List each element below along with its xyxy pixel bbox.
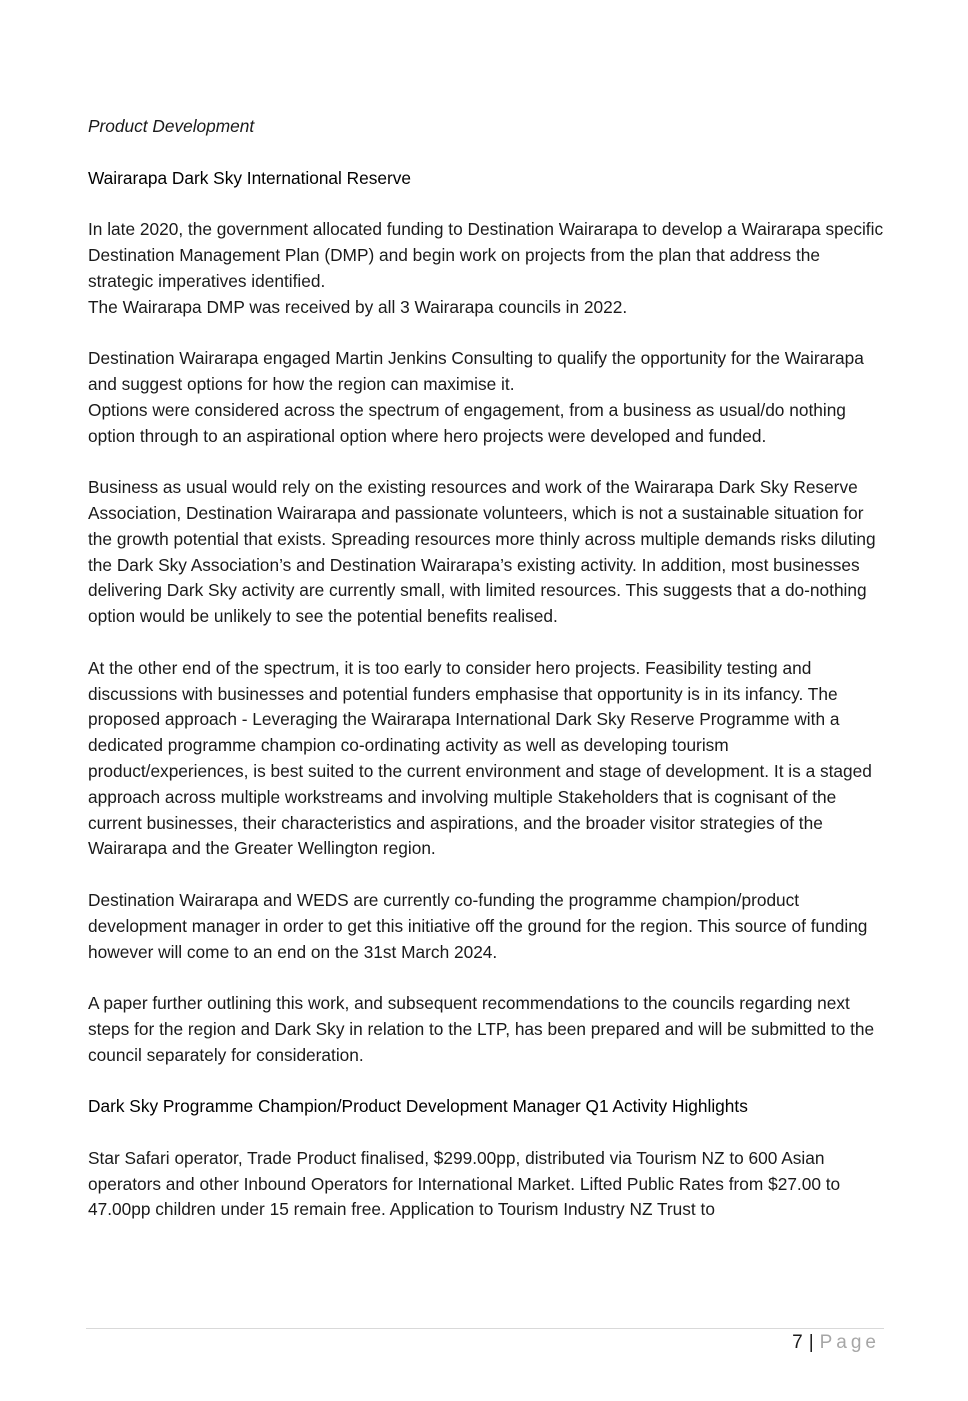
paragraph-co-funding: Destination Wairarapa and WEDS are currently co-funding the programme champion/product development manager in order to get this initiative off the ground for the region. This source of funding however will come to an end on the 31st March 2024. — [88, 889, 868, 962]
spacer — [88, 191, 888, 217]
page-number: 7 — [792, 1332, 803, 1353]
page-label: Page — [819, 1332, 880, 1353]
spacer — [88, 965, 888, 991]
paragraph-paper: A paper further outlining this work, and subsequent recommendations to the councils regarding next steps for the region and Dark Sky in relation to the LTP, has been prepared and will be submitted to the council separately for consideration. — [88, 993, 875, 1065]
heading-dark-sky-reserve: Wairarapa Dark Sky International Reserve — [88, 167, 412, 188]
spacer — [88, 630, 888, 656]
paragraph-business-as-usual: Business as usual would rely on the existing resources and work of the Wairarapa Dark Sky Reserve Association, Destination Wairarapa and passionate volunteers, which is not a sustainable situation for the growth potential that exists. Spreading resources more thinly across multiple demands risks diluting the Dark Sky Association’s and Destination Wairarapa’s existing activity. In addition, most businesses delivering Dark Sky activity are currently small, with limited resources. This suggests that a do-nothing option would be unlikely to see the potential benefits realised. — [88, 477, 876, 627]
spacer — [88, 862, 888, 888]
spacer — [88, 320, 888, 346]
paragraph-other-end: At the other end of the spectrum, it is too early to consider hero projects. Feasibility testing and discussions with businesses and potential funders emphasise that opportunity is in its infancy. The proposed approach - Leveraging the Wairarapa International Dark Sky Reserve Programme with a dedicated programme champion co-ordinating activity as well as developing tourism product/experiences, is best suited to the current environment and stage of development. It is a staged approach across multiple workstreams and involving multiple Stakeholders that is cognisant of the current businesses, their characteristics and aspirations, and the broader visitor strategies of the Wairarapa and the Greater Wellington region. — [88, 657, 872, 859]
footer-divider — [86, 1328, 884, 1329]
spacer — [88, 1120, 888, 1146]
page-footer — [792, 1330, 880, 1356]
spacer — [88, 449, 888, 475]
document-body — [88, 114, 888, 1223]
section-label: Product Development — [88, 116, 255, 136]
paragraph-options: Options were considered across the spectrum of engagement, from a business as usual/do nothing option through to an aspirational option where hero projects were developed and funded. — [88, 399, 846, 446]
paragraph-dmp-received: The Wairarapa DMP was received by all 3 Wairarapa councils in 2022. — [88, 296, 628, 317]
paragraph-martin-jenkins: Destination Wairarapa engaged Martin Jenkins Consulting to qualify the opportunity for the Wairarapa and suggest options for how the region can maximise it. — [88, 348, 864, 394]
heading-q1-highlights: Dark Sky Programme Champion/Product Development Manager Q1 Activity Highlights — [88, 1096, 748, 1117]
spacer — [88, 140, 888, 166]
spacer — [88, 1068, 888, 1094]
paragraph-star-safari: Star Safari operator, Trade Product finalised, $299.00pp, distributed via Tourism NZ to 600 Asian operators and other Inbound Operators for International Market. Lifted Public Rates from $27.00 to 47.00pp children under 15 remain free. Application to Tourism Industry NZ Trust to — [88, 1147, 841, 1220]
footer-separator: | — [808, 1332, 814, 1353]
paragraph-dmp-funding: In late 2020, the government allocated funding to Destination Wairarapa to develop a Wairarapa specific Destination Management Plan (DMP) and begin work on projects from the plan that address the strategic imperatives identified. — [88, 219, 884, 291]
